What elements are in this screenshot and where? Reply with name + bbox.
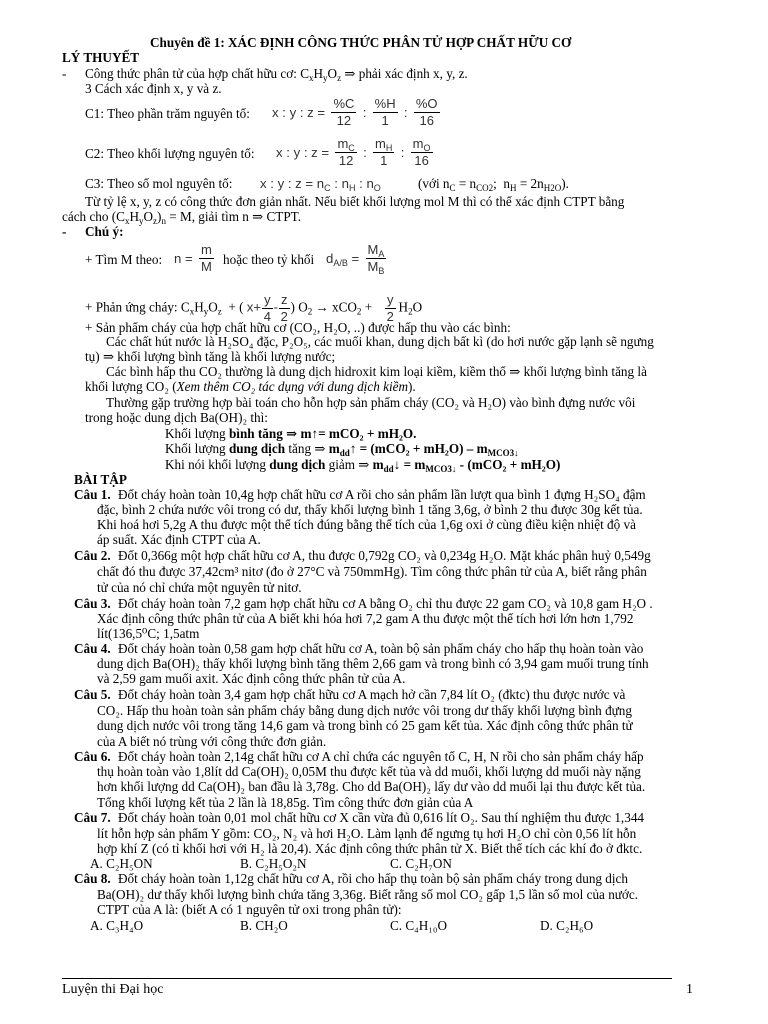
question-1-line: Đốt cháy hoàn toàn 10,4g hợp chất hữu cơ A rồi cho sản phẩm lần lượt qua bình 1 đựng H₂SO₄ đậm bbox=[118, 487, 646, 502]
c1-formula: x : y : z = $\frac{\%C}{12}$ : $\frac{\%H}{1}$ : $\frac{\%O}{16}$ bbox=[272, 96, 438, 128]
question-6-label: Câu 6. bbox=[74, 749, 111, 764]
question-6-line: hơn khối lượng dd Ca(OH)₂ ban đầu là 3,78g. Cho dd Ba(OH)₂ lấy dư vào dd muối lại thu được kết tủa. bbox=[97, 779, 646, 794]
question-3-label: Câu 3. bbox=[74, 596, 111, 611]
question-7-line: lít hỗn hợp sản phẩm Y gồm: CO₂, N₂ và hơi H₂O. Làm lạnh để ngưng tụ hơi H₂O chỉ còn 0,56 lít hỗn bbox=[97, 826, 637, 841]
question-6-line: Tổng khối lượng kết tủa 2 lần là 18,85g. Tìm công thức đơn giản của A bbox=[97, 795, 474, 810]
question-5-line: dung dịch nước vôi trong tăng 14,6 gam và trong bình có 25 gam kết tủa. Xác định công thức phân tử bbox=[97, 718, 633, 733]
absorb-co2-line1: Các bình hấp thu CO₂ thường là dung dịch hidroxit kim loại kiềm, kiềm thổ ⇒ khối lượng bình tăng là bbox=[106, 364, 647, 379]
formula-line: Công thức phân tử của hợp chất hữu cơ: $C_xH_yO_z$ ⇒ phải xác định x, y, z. bbox=[85, 66, 468, 83]
common-case-line2: trong hoặc dung dịch Ba(OH)₂ thì: bbox=[85, 410, 268, 425]
question-3-line: lít(136,5⁰C; 1,5atm bbox=[97, 626, 200, 641]
absorb-water-line2: tụ) ⇒ khối lượng bình tăng là khối lượng nước; bbox=[85, 349, 336, 364]
question-2-line: Đốt 0,366g một hợp chất hữu cơ A, thu được 0,792g CO₂ và 0,234g H₂O. Mặt khác phân huỷ 0,549g bbox=[118, 548, 651, 563]
question-5-line: của A biết nó trùng với công thức đơn giản. bbox=[97, 734, 327, 749]
question-1-line: đặc, bình 2 chứa nước vôi trong có dư, thấy khối lượng bình 1 tăng 3,6g, ở bình 2 thu được 30g kết tủa. bbox=[97, 502, 643, 517]
c3-note: (với $n_C = n_{CO2}$; $n_H = 2n_{H2O}$). bbox=[418, 176, 569, 193]
mass-solution-increase-line: Khối lượng dung dịch tăng ⇒ $m_{dd}↑ = (mCO_2 + mH_2O) - m_{MCO3↓}$ bbox=[165, 441, 519, 458]
page-number: 1 bbox=[686, 982, 693, 997]
question-4-line: dung dịch Ba(OH)₂ thấy khối lượng bình tăng thêm 2,66 gam và trong bình có 3,94 gam muối trung tính bbox=[97, 656, 649, 671]
question-1-label: Câu 1. bbox=[74, 487, 111, 502]
question-7-option: C. C₂H₇ON bbox=[390, 856, 452, 871]
question-7-line: hợp khí Z (có tỉ khối hơi với H₂ là 20,4). Xác định công thức phân tử X. Biết thể tích các khí đo ở đktc. bbox=[97, 841, 643, 856]
find-m-or: hoặc theo tỷ khối bbox=[223, 252, 315, 267]
question-7-options bbox=[90, 856, 540, 871]
question-8-line: Ba(OH)₂ dư thấy khối lượng bình chứa tăng 3,36g. Biết rằng số mol CO₂ gấp 1,5 lần số mol của nước. bbox=[97, 887, 639, 902]
question-8-option: B. CH₂O bbox=[240, 918, 288, 933]
note-heading: Chú ý: bbox=[85, 224, 124, 239]
question-2-line: chất đó thu được 37,42cm³ nitơ (đo ở 27°C và 750mmHg). Tìm công thức phân tử của A, biết rằng phân bbox=[97, 564, 647, 579]
c2-formula: x : y : z = $\frac{m_C}{12}$ : $\frac{m_H}{1}$ : $\frac{m_O}{16}$ bbox=[276, 136, 431, 168]
question-8-line: Đốt cháy hoàn toàn 1,12g chất hữu cơ A, rồi cho hấp thụ toàn bộ sản phẩm cháy trong dung dịch bbox=[118, 871, 629, 886]
question-4-line: Đốt cháy hoàn toàn 0,58 gam hợp chất hữu cơ A, toàn bộ sản phẩm cháy cho hấp thụ hoàn toàn vào bbox=[118, 641, 644, 656]
footer-divider bbox=[62, 978, 672, 979]
absorb-water-line1: Các chất hút nước là H₂SO₄ đặc, P₂O₅, các muối khan, dung dịch bất kì (do hơi nước gặp lạnh sẽ ngưng bbox=[106, 334, 654, 349]
footer-left: Luyện thi Đại học bbox=[62, 982, 164, 997]
c2-label: C2: Theo khối lượng nguyên tố: bbox=[85, 146, 255, 161]
question-1-line: Khi hoá hơi 5,2g A thu được một thể tích đúng bằng thể tích của 1,6g oxi ở cùng điều kiện nhiệt độ và bbox=[97, 517, 636, 532]
simple-formula-line2: cách cho $(C_xH_yO_z)_n = M$, giải tìm n ⇒ CTPT. bbox=[62, 209, 302, 226]
c3-formula: x : y : $z = n_C$ : $n_H$ : $n_O$ bbox=[260, 176, 381, 193]
question-5-label: Câu 5. bbox=[74, 687, 111, 702]
question-8-label: Câu 8. bbox=[74, 871, 111, 886]
theory-heading: LÝ THUYẾT bbox=[62, 50, 140, 65]
page-title: Chuyên đề 1: XÁC ĐỊNH CÔNG THỨC PHÂN TỬ HỢP CHẤT HỮU CƠ bbox=[150, 35, 572, 50]
exercises-heading: BÀI TẬP bbox=[74, 472, 127, 487]
mass-solution-decrease-line: Khi nói khối lượng dung dịch giảm ⇒ $m_{dd}↓ = m_{MCO3↓} - (mCO_2 + mH_2O)$ bbox=[165, 457, 561, 474]
question-5-line: CO₂. Hấp thu hoàn toàn sản phẩm cháy bằng dung dịch nước vôi trong dư thấy khối lượng bình đựng bbox=[97, 703, 632, 718]
c1-label: C1: Theo phần trăm nguyên tố: bbox=[85, 106, 250, 121]
question-2-line: tử của nó chỉ chứa một nguyên tử nitơ. bbox=[97, 580, 302, 595]
question-3-line: Đốt cháy hoàn toàn 7,2 gam hợp chất hữu cơ A bằng O₂ chỉ thu được 22 gam CO₂ và 10,8 gam H₂O . bbox=[118, 596, 653, 611]
question-1-line: áp suất. Xác định CTPT của A. bbox=[97, 532, 261, 547]
question-8-option: D. C₂H₆O bbox=[540, 918, 594, 933]
absorb-co2-line2: khối lượng CO₂ (Xem thêm CO₂ tác dụng với dung dịch kiềm). bbox=[85, 379, 416, 394]
common-case-line1: Thường gặp trường hợp bài toán cho hỗn hợp sản phẩm cháy (CO₂ và H₂O) vào bình đựng nước vôi bbox=[106, 395, 636, 410]
question-7-option: A. C₂H₅ON bbox=[90, 856, 153, 871]
note-dash: - bbox=[62, 224, 67, 239]
simple-formula-line1: Từ tỷ lệ x, y, z có công thức đơn giản nhất. Nếu biết khối lượng mol M thì có thể xác định CTPT bằng bbox=[85, 194, 625, 209]
density-formula: $d_{A/B}$ = $\frac{M_A}{M_B}$ bbox=[326, 242, 385, 276]
question-4-line: và 2,59 gam muối axit. Xác định công thức phân tử của A. bbox=[97, 671, 406, 686]
question-8-option: A. C₃H₄O bbox=[90, 918, 144, 933]
question-6-line: Đốt cháy hoàn toàn 2,14g chất hữu cơ A chỉ chứa các nguyên tố C, H, N rồi cho sản phẩm cháy hấp bbox=[118, 749, 644, 764]
question-8-options bbox=[90, 918, 690, 933]
bullet-dash: - bbox=[62, 66, 67, 81]
question-8-line: CTPT của A là: (biết A có 1 nguyên tử oxi trong phân tử): bbox=[97, 902, 402, 917]
question-5-line: Đốt cháy hoàn toàn 3,4 gam hợp chất hữu cơ A mạch hở cần 7,84 lít O₂ (đktc) thu được nước và bbox=[118, 687, 626, 702]
question-7-line: Đốt cháy hoàn toàn 0,01 mol chất hữu cơ X cần vừa đủ 0,616 lít O₂. Sau thí nghiệm thu được 1,344 bbox=[118, 810, 645, 825]
question-8-option: C. C₄H₁₀O bbox=[390, 918, 448, 933]
products-line: + Sản phẩm cháy của hợp chất hữu cơ (CO₂, H₂O, ..) được hấp thu vào các bình: bbox=[85, 320, 511, 335]
question-7-label: Câu 7. bbox=[74, 810, 111, 825]
question-3-line: Xác định công thức phân tử của A biết khi hóa hơi 7,2 gam A thu được một thể tích hơi lớn hơn 1,792 bbox=[97, 611, 634, 626]
three-ways-line: 3 Cách xác định x, y và z. bbox=[85, 81, 222, 96]
question-6-line: thụ hoàn toàn vào 1,8lít dd Ca(OH)₂ 0,05M thu được kết tủa và dd muối, khối lượng dd muối này nặng bbox=[97, 764, 641, 779]
question-2-label: Câu 2. bbox=[74, 548, 111, 563]
question-7-option: B. C₂H₅O₂N bbox=[240, 856, 307, 871]
c3-label: C3: Theo số mol nguyên tố: bbox=[85, 176, 233, 191]
combustion-equation: + Phản ứng cháy: $C_xH_yO_z$ + ( x+ $\frac{y}{4}$ - $\frac{z}{2}$ ) $O_2 \to xCO_2$ + $\frac{y}{2}$ $H_2O$ bbox=[85, 292, 423, 324]
find-m-formula: n = $\frac{m}{M}$ bbox=[174, 242, 212, 274]
find-m-label: + Tìm M theo: bbox=[85, 252, 163, 267]
question-4-label: Câu 4. bbox=[74, 641, 111, 656]
mass-flask-line: Khối lượng bình tăng ⇒ m↑= mCO₂ + mH₂O. bbox=[165, 426, 417, 441]
